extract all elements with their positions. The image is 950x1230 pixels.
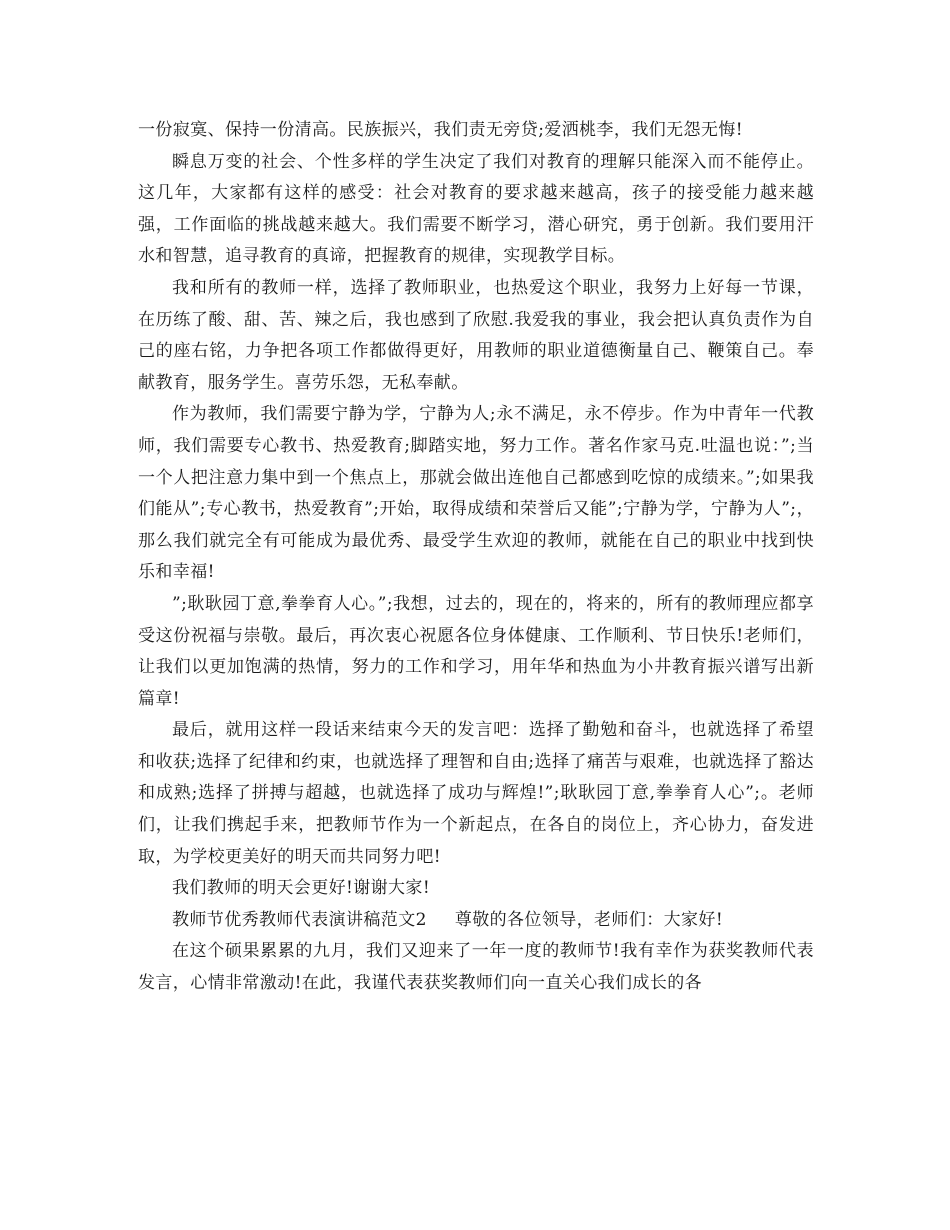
paragraph: ”;耿耿园丁意,拳拳育人心。”;我想，过去的，现在的，将来的，所有的教师理应都享受这份祝福与崇敬。最后，再次衷心祝愿各位身体健康、工作顺利、节日快乐!老师们，让我们以更加饱满的热情，努力的工作和学习，用年华和热血为小井教育振兴谱写出新篇章!: [138, 593, 814, 709]
heading-line: [138, 905, 814, 937]
paragraph: 一份寂寞、保持一份清高。民族振兴，我们责无旁贷;爱洒桃李，我们无怨无悔!: [138, 120, 743, 140]
paragraph: 在这个硕果累累的九月，我们又迎来了一年一度的教师节!我有幸作为获奖教师代表发言，心情非常激动!在此，我谨代表获奖教师们向一直关心我们成长的各: [138, 941, 814, 994]
greeting: 尊敬的各位领导，老师们：大家好!: [454, 909, 724, 930]
document-body: [138, 115, 814, 1000]
paragraph: 我和所有的教师一样，选择了教师职业，也热爱这个职业，我努力上好每一节课，在历练了酸、甜、苦、辣之后，我也感到了欣慰.我爱我的事业，我会把认真负责作为自己的座右铭，力争把各项工作都做得更好，用教师的职业道德衡量自己、鞭策自己。奉献教育，服务学生。喜劳乐怨，无私奉献。: [138, 277, 814, 393]
paragraph: 瞬息万变的社会、个性多样的学生决定了我们对教育的理解只能深入而不能停止。这几年，大家都有这样的感受：社会对教育的要求越来越高，孩子的接受能力越来越强，工作面临的挑战越来越大。我们需要不断学习，潜心研究，勇于创新。我们要用汗水和智慧，追寻教育的真谛，把握教育的规律，实现教学目标。: [138, 151, 814, 267]
paragraph: 我们教师的明天会更好!谢谢大家!: [172, 878, 431, 899]
paragraph: 最后，就用这样一段话来结束今天的发言吧：选择了勤勉和奋斗，也就选择了希望和收获;选择了纪律和约束，也就选择了理智和自由;选择了痛苦与艰难，也就选择了豁达和成熟;选择了拼搏与超越，也就选择了成功与辉煌!”;耿耿园丁意,拳拳育人心”;。老师们，让我们携起手来，把教师节作为一个新起点，在各自的岗位上，齐心协力，奋发进取，为学校更美好的明天而共同努力吧!: [138, 720, 814, 867]
section-title: 教师节优秀教师代表演讲稿范文2: [172, 909, 427, 930]
paragraph: 作为教师，我们需要宁静为学，宁静为人;永不满足，永不停步。作为中青年一代教师，我们需要专心教书、热爱教育;脚踏实地，努力工作。著名作家马克.吐温也说：”;当一个人把注意力集中到一个焦点上，那就会做出连他自己都感到吃惊的成绩来。”;如果我们能从”;专心教书，热爱教育”;开始，取得成绩和荣誉后又能”;宁静为学，宁静为人”;，那么我们就完全有可能成为最优秀、最受学生欢迎的教师，就能在自己的职业中找到快乐和幸福!: [138, 404, 814, 583]
